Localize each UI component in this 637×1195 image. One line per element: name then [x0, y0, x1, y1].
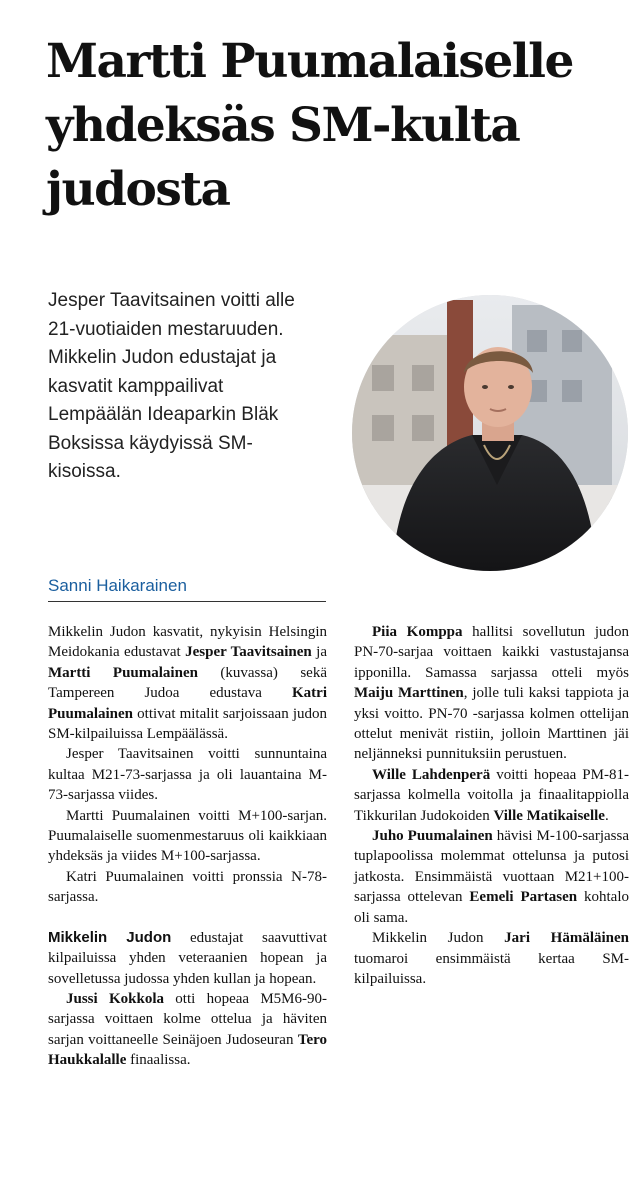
- body-paragraph-10: [354, 928, 629, 989]
- text-run: Mikkelin Judon: [372, 930, 505, 947]
- body-paragraph-1: [48, 622, 327, 744]
- portrait-photo: [352, 295, 628, 571]
- name-juho-puumalainen: Juho Puumalainen: [372, 828, 493, 845]
- article-byline: Sanni Haikarainen: [48, 576, 187, 595]
- body-paragraph-6: [48, 989, 327, 1071]
- name-katri-puumalainen: Katri Puumalainen: [48, 685, 327, 722]
- body-paragraph-3: Martti Puumalainen voitti M+100-sarjan. Puumalaiselle suomenmestaruus oli kaikkiaan yhdeksäs ja viides M+100-sarjassa.: [48, 807, 327, 865]
- article-body-column-left: [48, 622, 327, 1071]
- text-run: otti hopeaa M5M6-90-sarjassa voittaen kolme ottelua ja häviten sarjan voittaneelle Seinäjoen Judoseuran: [48, 990, 327, 1048]
- text-run: kohtalo oli sama.: [354, 889, 629, 926]
- text-run: finaalissa.: [126, 1052, 191, 1069]
- text-run: voitti hopeaa PM-81-sarjassa kolmella voitolla ja finaalitappiolla Tikkurilan Judokoiden: [354, 766, 629, 824]
- body-paragraph-5: [48, 928, 327, 989]
- text-run: hallitsi sovellutun judon PN-70-sarjaa voittaen kaikki vastustajansa ipponilla. Samassa sarjassa otteli myös: [354, 624, 629, 681]
- name-jari-hamalainen: Jari Hämäläinen: [504, 930, 629, 947]
- name-piia-komppa: Piia Komppa: [372, 624, 463, 640]
- name-jussi-kokkola: Jussi Kokkola: [66, 990, 164, 1007]
- name-maiju-marttinen: Maiju Marttinen: [354, 685, 464, 702]
- text-run: tuomaroi ensimmäistä kertaa SM-kilpailuissa.: [354, 950, 629, 987]
- article-body-column-right: [354, 622, 629, 989]
- paragraph-lead-in: Mikkelin Judon: [48, 928, 172, 946]
- body-paragraph-4: Katri Puumalainen voitti pronssia N-78-sarjassa.: [48, 868, 327, 906]
- article-lead: Jesper Taavitsainen voitti alle 21-vuotiaiden mestaruuden. Mikkelin Judon edustajat ja kasvatit kamppailivat Lempäälän Ideaparkin Bläk Boksissa käydyissä SM-kisoissa.: [48, 290, 295, 482]
- text-run: edustajat saavuttivat kilpailuissa yhden veteraanien hopean ja sovelletussa judossa yhden kullan ja hopean.: [48, 929, 327, 987]
- text-run: (kuvassa) sekä Tampereen Judoa edustava: [48, 664, 327, 702]
- text-run: ja: [311, 644, 327, 661]
- text-run: ottivat mitalit sarjoissaan judon SM-kilpailuissa Lempäälässä.: [48, 705, 327, 743]
- name-martti-puumalainen: Martti Puumalainen: [48, 664, 198, 681]
- body-paragraph-7: [354, 622, 629, 765]
- name-jesper-taavitsainen: Jesper Taavitsainen: [185, 644, 312, 661]
- byline-divider: [48, 601, 326, 602]
- text-run: hävisi M-100-sarjassa tuplapoolissa molemmat ottelunsa ja putosi jatkosta. Ensimmäistä vuottaan M21+100-sarjassa ottelevan: [354, 828, 629, 906]
- name-tero-haukkala: Tero Haukkalalle: [48, 1031, 327, 1069]
- name-eemeli-partanen: Eemeli Partasen: [469, 889, 578, 906]
- body-paragraph-8: [354, 765, 629, 826]
- text-run: , jolle tuli kaksi tappiota ja yksi voitto. PN-70 -sarjassa kolmen ottelijan ottelut menivät ristiin, jolloin Marttinen jäi neljänneksi punnituksiin perustuen.: [354, 685, 629, 763]
- article-headline: Martti Puumalaiselle yhdeksäs SM-kulta judosta: [46, 34, 573, 217]
- text-run: Mikkelin Judon kasvatit, nykyisin Helsingin Meidokania edustavat: [48, 624, 327, 661]
- portrait-illustration: [352, 295, 628, 571]
- name-ville-matikainen: Ville Matikaiselle: [493, 807, 605, 824]
- name-wille-lahdenpera: Wille Lahdenperä: [372, 766, 491, 783]
- body-paragraph-9: [354, 826, 629, 928]
- body-paragraph-2: Jesper Taavitsainen voitti sunnuntaina kultaa M21-73-sarjassa ja oli lauantaina M-73-sarjassa viides.: [48, 746, 327, 804]
- text-run: .: [604, 807, 609, 824]
